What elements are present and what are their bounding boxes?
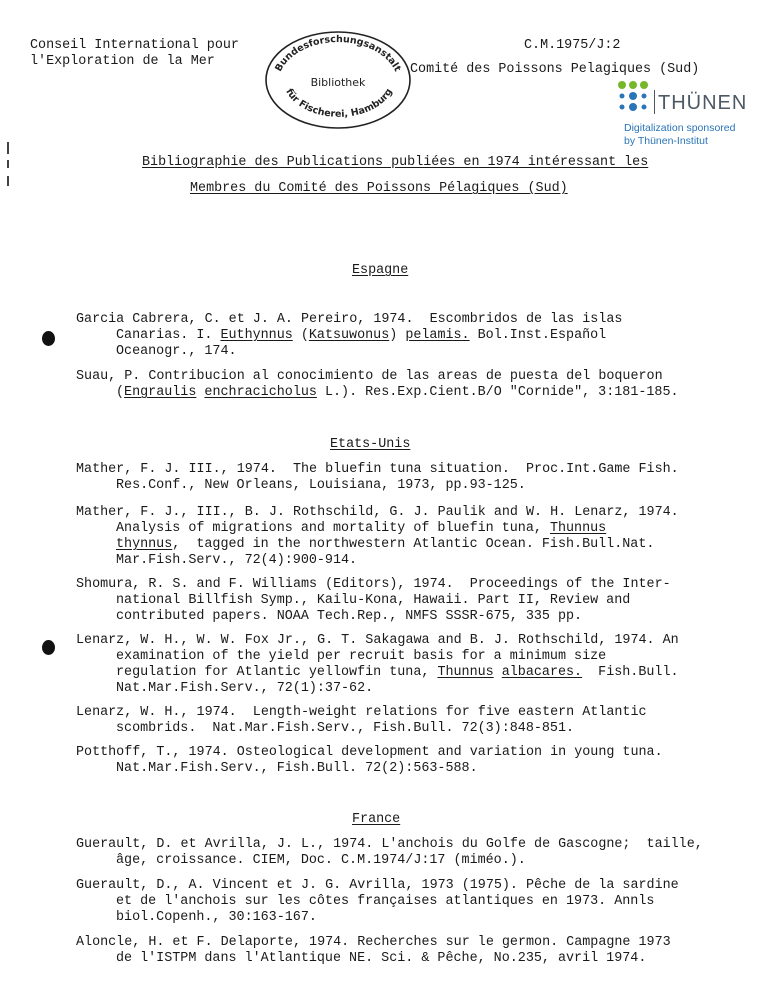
entry-line: Guerault, D. et Avrilla, J. L., 1974. L'anchois du Golfe de Gascogne; taille,	[76, 837, 703, 852]
entry-line: et de l'anchois sur les côtes françaises atlantiques en 1973. Annls	[116, 894, 655, 909]
punch-hole	[42, 331, 55, 346]
sponsor-line2: by Thünen-Institut	[624, 135, 708, 147]
entry-line: Mar.Fish.Serv., 72(4):900-914.	[116, 553, 358, 568]
document-reference: C.M.1975/J:2	[524, 38, 621, 53]
entry-line: Mather, F. J. III., 1974. The bluefin tuna situation. Proc.Int.Game Fish.	[76, 462, 679, 477]
entry-line: regulation for Atlantic yellowfin tuna, Thunnus albacares. Fish.Bull.	[116, 665, 679, 680]
entry-line: Garcia Cabrera, C. et J. A. Pereiro, 1974. Escombridos de las islas	[76, 312, 623, 327]
entry-line: Potthoff, T., 1974. Osteological development and variation in young tuna.	[76, 745, 663, 760]
entry-line: Nat.Mar.Fish.Serv., 72(1):37-62.	[116, 681, 374, 696]
committee-name: Comité des Poissons Pelagiques (Sud)	[410, 62, 700, 77]
entry-line: national Billfish Symp., Kailu-Kona, Hawaii. Part II, Review and	[116, 593, 631, 608]
sponsor-line1: Digitalization sponsored	[624, 122, 736, 134]
section-heading-usa: Etats-Unis	[330, 437, 411, 452]
logo-divider	[654, 90, 655, 114]
scan-mark	[7, 176, 9, 186]
entry-line: Guerault, D., A. Vincent et J. G. Avrilla, 1973 (1975). Pêche de la sardine	[76, 878, 679, 893]
org-name-line1: Conseil International pour	[30, 38, 239, 53]
logo-wordmark: THÜNEN	[658, 92, 748, 114]
library-stamp	[262, 28, 414, 132]
entry-line: Lenarz, W. H., W. W. Fox Jr., G. T. Sakagawa and B. J. Rothschild, 1974. An	[76, 633, 679, 648]
document-title-line1: Bibliographie des Publications publiées en 1974 intéressant les	[142, 155, 649, 170]
entry-line: Nat.Mar.Fish.Serv., Fish.Bull. 72(2):563-588.	[116, 761, 478, 776]
section-heading-france: France	[352, 812, 401, 827]
scan-mark	[7, 160, 9, 168]
section-heading-spain: Espagne	[352, 263, 409, 278]
entry-line: Res.Conf., New Orleans, Louisiana, 1973, pp.93-125.	[116, 478, 526, 493]
entry-line: Lenarz, W. H., 1974. Length-weight relations for five eastern Atlantic	[76, 705, 647, 720]
entry-line: (Engraulis enchracicholus L.). Res.Exp.Cient.B/O "Cornide", 3:181-185.	[116, 385, 679, 400]
stamp-oval-icon	[262, 28, 414, 132]
entry-line: âge, croissance. CIEM, Doc. C.M.1974/J:17 (miméo.).	[116, 853, 526, 868]
scan-mark	[7, 142, 9, 154]
stamp-bottom-text: für Fischerei, Hamburg	[283, 86, 395, 120]
stamp-top-text: Bundesforschungsanstalt	[273, 33, 403, 74]
org-name-line2: l'Exploration de la Mer	[30, 54, 215, 69]
entry-line: Shomura, R. S. and F. Williams (Editors), 1974. Proceedings of the Inter-	[76, 577, 671, 592]
entry-line: scombrids. Nat.Mar.Fish.Serv., Fish.Bull. 72(3):848-851.	[116, 721, 575, 736]
entry-line: Mather, F. J., III., B. J. Rothschild, G. J. Paulik and W. H. Lenarz, 1974.	[76, 505, 679, 520]
stamp-middle-text: Bibliothek	[310, 76, 366, 89]
entry-line: Canarias. I. Euthynnus (Katsuwonus) pelamis. Bol.Inst.Español	[116, 328, 607, 343]
entry-line: examination of the yield per recruit basis for a minimum size	[116, 649, 607, 664]
entry-line: Suau, P. Contribucion al conocimiento de las areas de puesta del boqueron	[76, 369, 663, 384]
document-title-line2: Membres du Comité des Poissons Pélagiques (Sud)	[190, 181, 568, 196]
svg-text:Bundesforschungsanstalt	[273, 34, 403, 74]
entry-line: biol.Copenh., 30:163-167.	[116, 910, 317, 925]
entry-line: Analysis of migrations and mortality of bluefin tuna, Thunnus	[116, 521, 607, 536]
punch-hole	[42, 640, 55, 655]
entry-line: Oceanogr., 174.	[116, 344, 237, 359]
svg-text:für Fischerei, Hamburg	[283, 87, 395, 120]
entry-line: contributed papers. NOAA Tech.Rep., NMFS SSSR-675, 335 pp.	[116, 609, 583, 624]
entry-line: de l'ISTPM dans l'Atlantique NE. Sci. & Pêche, No.235, avril 1974.	[116, 951, 647, 966]
entry-line: Aloncle, H. et F. Delaporte, 1974. Recherches sur le germon. Campagne 1973	[76, 935, 671, 950]
entry-line: thynnus, tagged in the northwestern Atlantic Ocean. Fish.Bull.Nat.	[116, 537, 655, 552]
thuenen-dots-icon	[614, 78, 654, 114]
